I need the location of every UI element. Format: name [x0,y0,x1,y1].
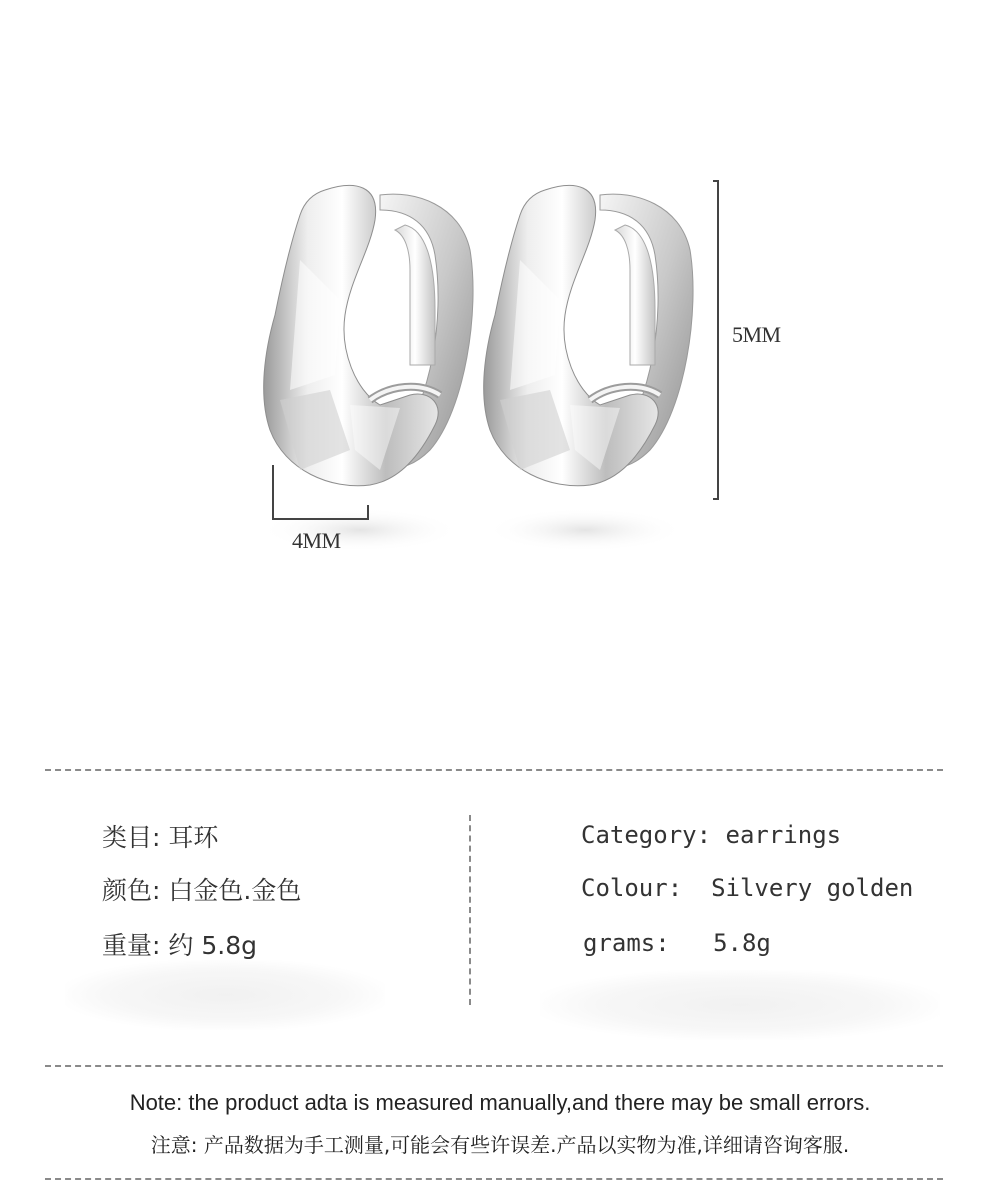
center-divider [469,815,471,1005]
spec-cn-colour [102,871,301,907]
spec-en-weight [583,929,771,957]
spec-en-colour-label: Colour: [581,874,683,902]
spec-en-category [581,821,841,849]
spec-en-colour [581,874,913,902]
height-label: 5MM [732,322,781,347]
spec-cn-colour-label: 颜色: [102,876,161,905]
spec-cn-weight [102,926,257,962]
spec-cn-category [102,818,218,854]
left-reflection [260,508,460,552]
spec-en-category-label: Category: [581,821,712,849]
spec-en-weight-value: 5.8g [713,929,771,957]
spec-en-colour-value: Silvery golden [711,874,914,902]
spec-cn-category-label: 类目: [102,823,161,852]
left-earring [264,185,473,485]
width-label: 4MM [292,528,341,553]
height-line [717,180,719,500]
note-english: Note: the product adta is measured manually,and there may be small errors. [129,1090,871,1115]
width-line-left [272,465,274,520]
spec-cn-colour-value: 白金色.金色 [168,876,302,905]
width-line-right [367,505,369,520]
right-reflection [485,508,685,552]
spec-cn-weight-value: 约 5.8g [168,931,257,960]
bottom-divider [45,1178,943,1180]
note-chinese: 注意: 产品数据为手工测量,可能会有些许误差.产品以实物为准,详细请咨询客服. [150,1133,850,1157]
spec-en-category-value: earrings [725,821,842,849]
width-line [272,518,369,520]
height-line-bottom-tick [713,498,719,500]
product-image [230,150,750,570]
middle-divider [45,1065,943,1067]
right-earring [484,185,693,485]
spec-bg-right [540,970,940,1040]
spec-cn-weight-label: 重量: [102,931,161,960]
spec-bg-left [65,960,385,1030]
spec-en-weight-label: grams: [583,929,670,957]
top-divider [45,769,943,771]
spec-cn-category-value: 耳环 [168,823,219,852]
